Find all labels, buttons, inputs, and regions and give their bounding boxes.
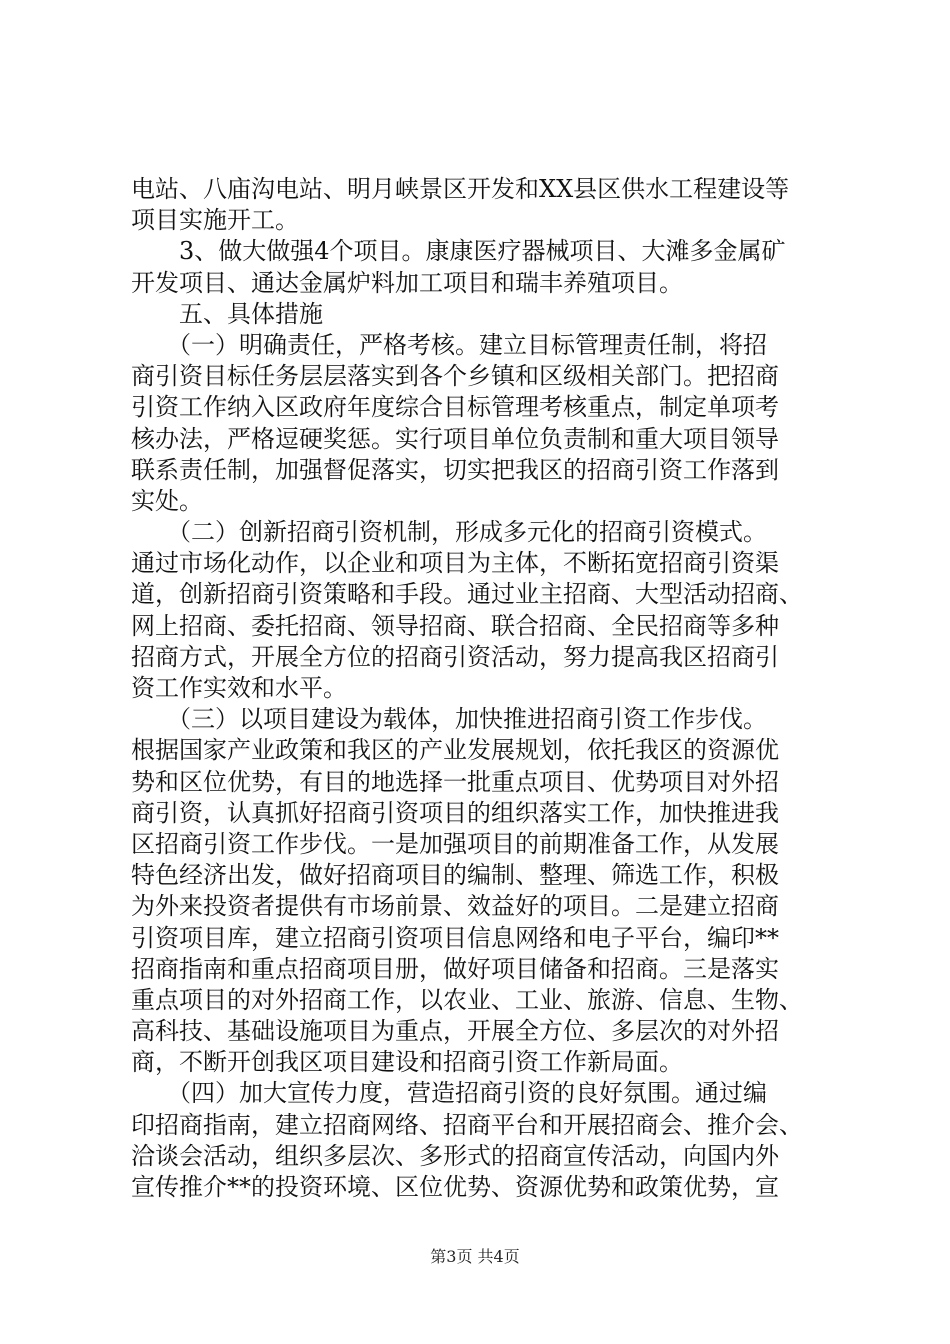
text-line: 重点项目的对外招商工作，以农业、工业、旅游、信息、生物、 (131, 985, 803, 1014)
text-line: 特色经济出发，做好招商项目的编制、整理、筛选工作，积极 (131, 861, 779, 890)
text-line: 根据国家产业政策和我区的产业发展规划，依托我区的资源优 (131, 736, 779, 765)
text-line: 电站、八庙沟电站、明月峡景区开发和XX县区供水工程建设等 (131, 175, 790, 203)
section-heading: 五、具体措施 (131, 299, 323, 328)
text-line: 实处。 (131, 486, 203, 515)
text-line: 联系责任制，加强督促落实，切实把我区的招商引资工作落到 (131, 455, 779, 484)
text-line: 核办法，严格逗硬奖惩。实行项目单位负责制和重大项目领导 (131, 424, 779, 453)
text-line: 资工作实效和水平。 (131, 674, 347, 702)
text-line: 印招商指南，建立招商网络、招商平台和开展招商会、推介会、 (131, 1110, 803, 1139)
text-line: （二）创新招商引资机制，形成多元化的招商引资模式。 (131, 518, 767, 547)
text-line: （三）以项目建设为载体，加快推进招商引资工作步伐。 (131, 705, 767, 734)
text-line: 洽谈会活动，组织多层次、多形式的招商宣传活动，向国内外 (131, 1141, 779, 1170)
text-line: 3、做大做强4个项目。康康医疗器械项目、大滩多金属矿 (131, 237, 786, 266)
text-line: 宣传推介**的投资环境、区位优势、资源优势和政策优势，宣 (131, 1173, 779, 1201)
text-line: 道，创新招商引资策略和手段。通过业主招商、大型活动招商、 (131, 580, 803, 609)
document-body (131, 174, 831, 1203)
page-number: 第3页 共4页 (430, 1247, 520, 1266)
text-line: 为外来投资者提供有市场前景、效益好的项目。二是建立招商 (131, 892, 779, 921)
text-line: 引资项目库，建立招商引资项目信息网络和电子平台，编印** (131, 923, 779, 952)
text-line: 商，不断开创我区项目建设和招商引资工作新局面。 (131, 1048, 683, 1077)
text-line: 招商方式，开展全方位的招商引资活动，努力提高我区招商引 (131, 642, 779, 671)
text-line: 项目实施开工。 (131, 206, 299, 235)
text-line: 通过市场化动作，以企业和项目为主体，不断拓宽招商引资渠 (131, 549, 779, 578)
text-line: 网上招商、委托招商、领导招商、联合招商、全民招商等多种 (131, 611, 779, 640)
text-line: 引资工作纳入区政府年度综合目标管理考核重点，制定单项考 (131, 393, 779, 422)
text-line: 招商指南和重点招商项目册，做好项目储备和招商。三是落实 (131, 954, 779, 983)
text-line: 势和区位优势，有目的地选择一批重点项目、优势项目对外招 (131, 767, 779, 796)
text-line: 高科技、基础设施项目为重点，开展全方位、多层次的对外招 (131, 1017, 779, 1046)
text-line: （四）加大宣传力度，营造招商引资的良好氛围。通过编 (131, 1079, 767, 1108)
text-line: 商引资，认真抓好招商引资项目的组织落实工作，加快推进我 (131, 798, 779, 827)
text-line: 区招商引资工作步伐。一是加强项目的前期准备工作，从发展 (131, 829, 779, 858)
text-line: 商引资目标任务层层落实到各个乡镇和区级相关部门。把招商 (131, 362, 779, 391)
page-footer (0, 1244, 950, 1267)
text-line: 开发项目、通达金属炉料加工项目和瑞丰养殖项目。 (131, 268, 683, 297)
text-line: （一）明确责任，严格考核。建立目标管理责任制，将招 (131, 330, 767, 359)
